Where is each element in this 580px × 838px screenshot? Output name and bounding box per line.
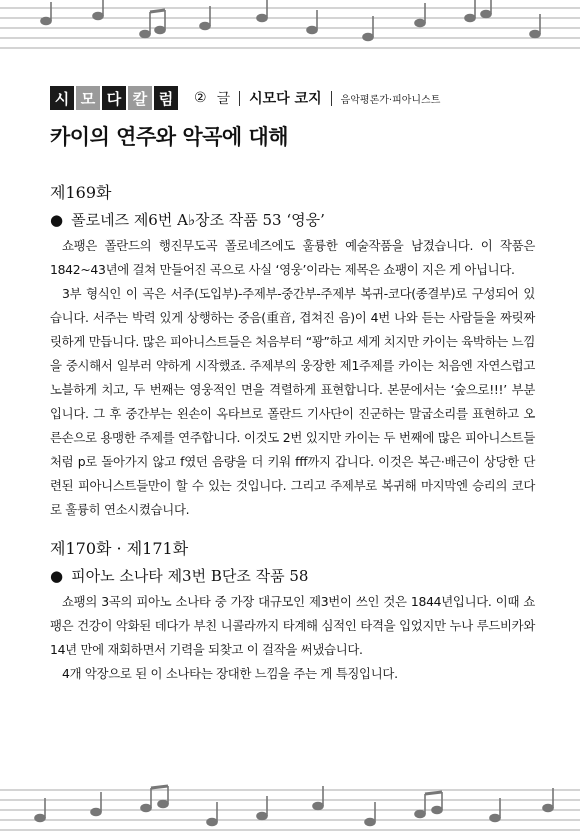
episode-heading: 제169화 [50, 183, 112, 202]
music-staff-bottom-decoration [0, 778, 580, 838]
work-title-text: 피아노 소나타 제3번 B단조 작품 58 [71, 567, 309, 585]
paragraph: 3부 형식인 이 곡은 서주(도입부)-주제부-중간부-주제부 복귀-코다(종결부)로 구성되어 있습니다. 서주는 박력 있게 상행하는 중음(重音, 겹쳐진 음)이 4번 나와 듣는 사람들을 짜릿짜릿하게 만듭니다. 많은 피아니스트들은 처음부터 “꽝”하고 세게 치지만 카이는 육박하는 느낌을 중시해서 일부러 약하게 시작했죠. 주제부의 웅장한 제1주제를 카이는 처음엔 자연스럽고 노블하게 치고, 두 번째는 영웅적인 면을 격렬하게 표현합니다. 본문에서는 ‘숲으로!!!’ 부분입니다. 그 후 중간부는 왼손이 옥타브로 폴란드 기사단이 진군하는 말굽소리를 표현하고 오른손으로 용맹한 주제를 연주합니다. 이것도 2번 있지만 카이는 두 번째에 많은 피아니스트들처럼 p로 돌아가지 않고 f였던 음량을 더 키워 fff까지 갑니다. 이것은 복근·배근이 상당한 단련된 피아니스트들만이 할 수 있는 것입니다. 그리고 주제부로 복귀해 마지막엔 승리의 코다로 훌륭히 연소시켰습니다. [50, 286, 535, 517]
column-char-box: 모 [76, 86, 100, 110]
byline-label: 글 [216, 91, 231, 107]
section-text [50, 590, 535, 686]
music-staff-top-decoration [0, 0, 580, 60]
bullet-icon: ● [50, 211, 64, 229]
paragraph: 쇼팽의 3곡의 피아노 소나타 중 가장 대규모인 제3번이 쓰인 것은 1844년입니다. 이때 쇼팽은 건강이 악화된 데다가 부친 니콜라까지 타계해 심적인 타격을 입었지만 누나 루드비카와 14년 만에 재회하면서 기력을 되찾고 이 걸작을 써냈습니다. [50, 594, 535, 657]
section-text [50, 234, 535, 522]
column-char-box: 시 [50, 86, 74, 110]
column-char-box: 다 [102, 86, 126, 110]
column-char-box: 럼 [154, 86, 178, 110]
column-char-box: 칼 [128, 86, 152, 110]
episode-heading: 제170화 · 제171화 [50, 539, 189, 558]
issue-number: ② [194, 90, 207, 106]
work-title [50, 209, 535, 230]
work-title-text: 폴로네즈 제6번 A♭장조 작품 53 ‘영웅’ [71, 211, 325, 229]
divider [239, 91, 240, 106]
divider [331, 91, 332, 106]
bullet-icon: ● [50, 567, 64, 585]
paragraph: 4개 악장으로 된 이 소나타는 장대한 느낌을 주는 게 특징입니다. [62, 666, 398, 681]
author-role: 음악평론가·피아니스트 [340, 94, 441, 106]
column-header [50, 86, 440, 110]
page-title: 카이의 연주와 악곡에 대해 [50, 125, 289, 149]
work-title [50, 565, 535, 586]
paragraph: 쇼팽은 폴란드의 행진무도곡 폴로네즈에도 훌륭한 예술작품을 남겼습니다. 이 작품은 1842~43년에 걸쳐 만들어진 곡으로 사실 ‘영웅’이라는 제목은 쇼팽이 지은 게 아닙니다. [50, 238, 535, 277]
episode-section [50, 180, 535, 522]
article-body [50, 180, 535, 686]
episode-section [50, 536, 535, 686]
author-name: 시모다 코지 [249, 91, 322, 107]
